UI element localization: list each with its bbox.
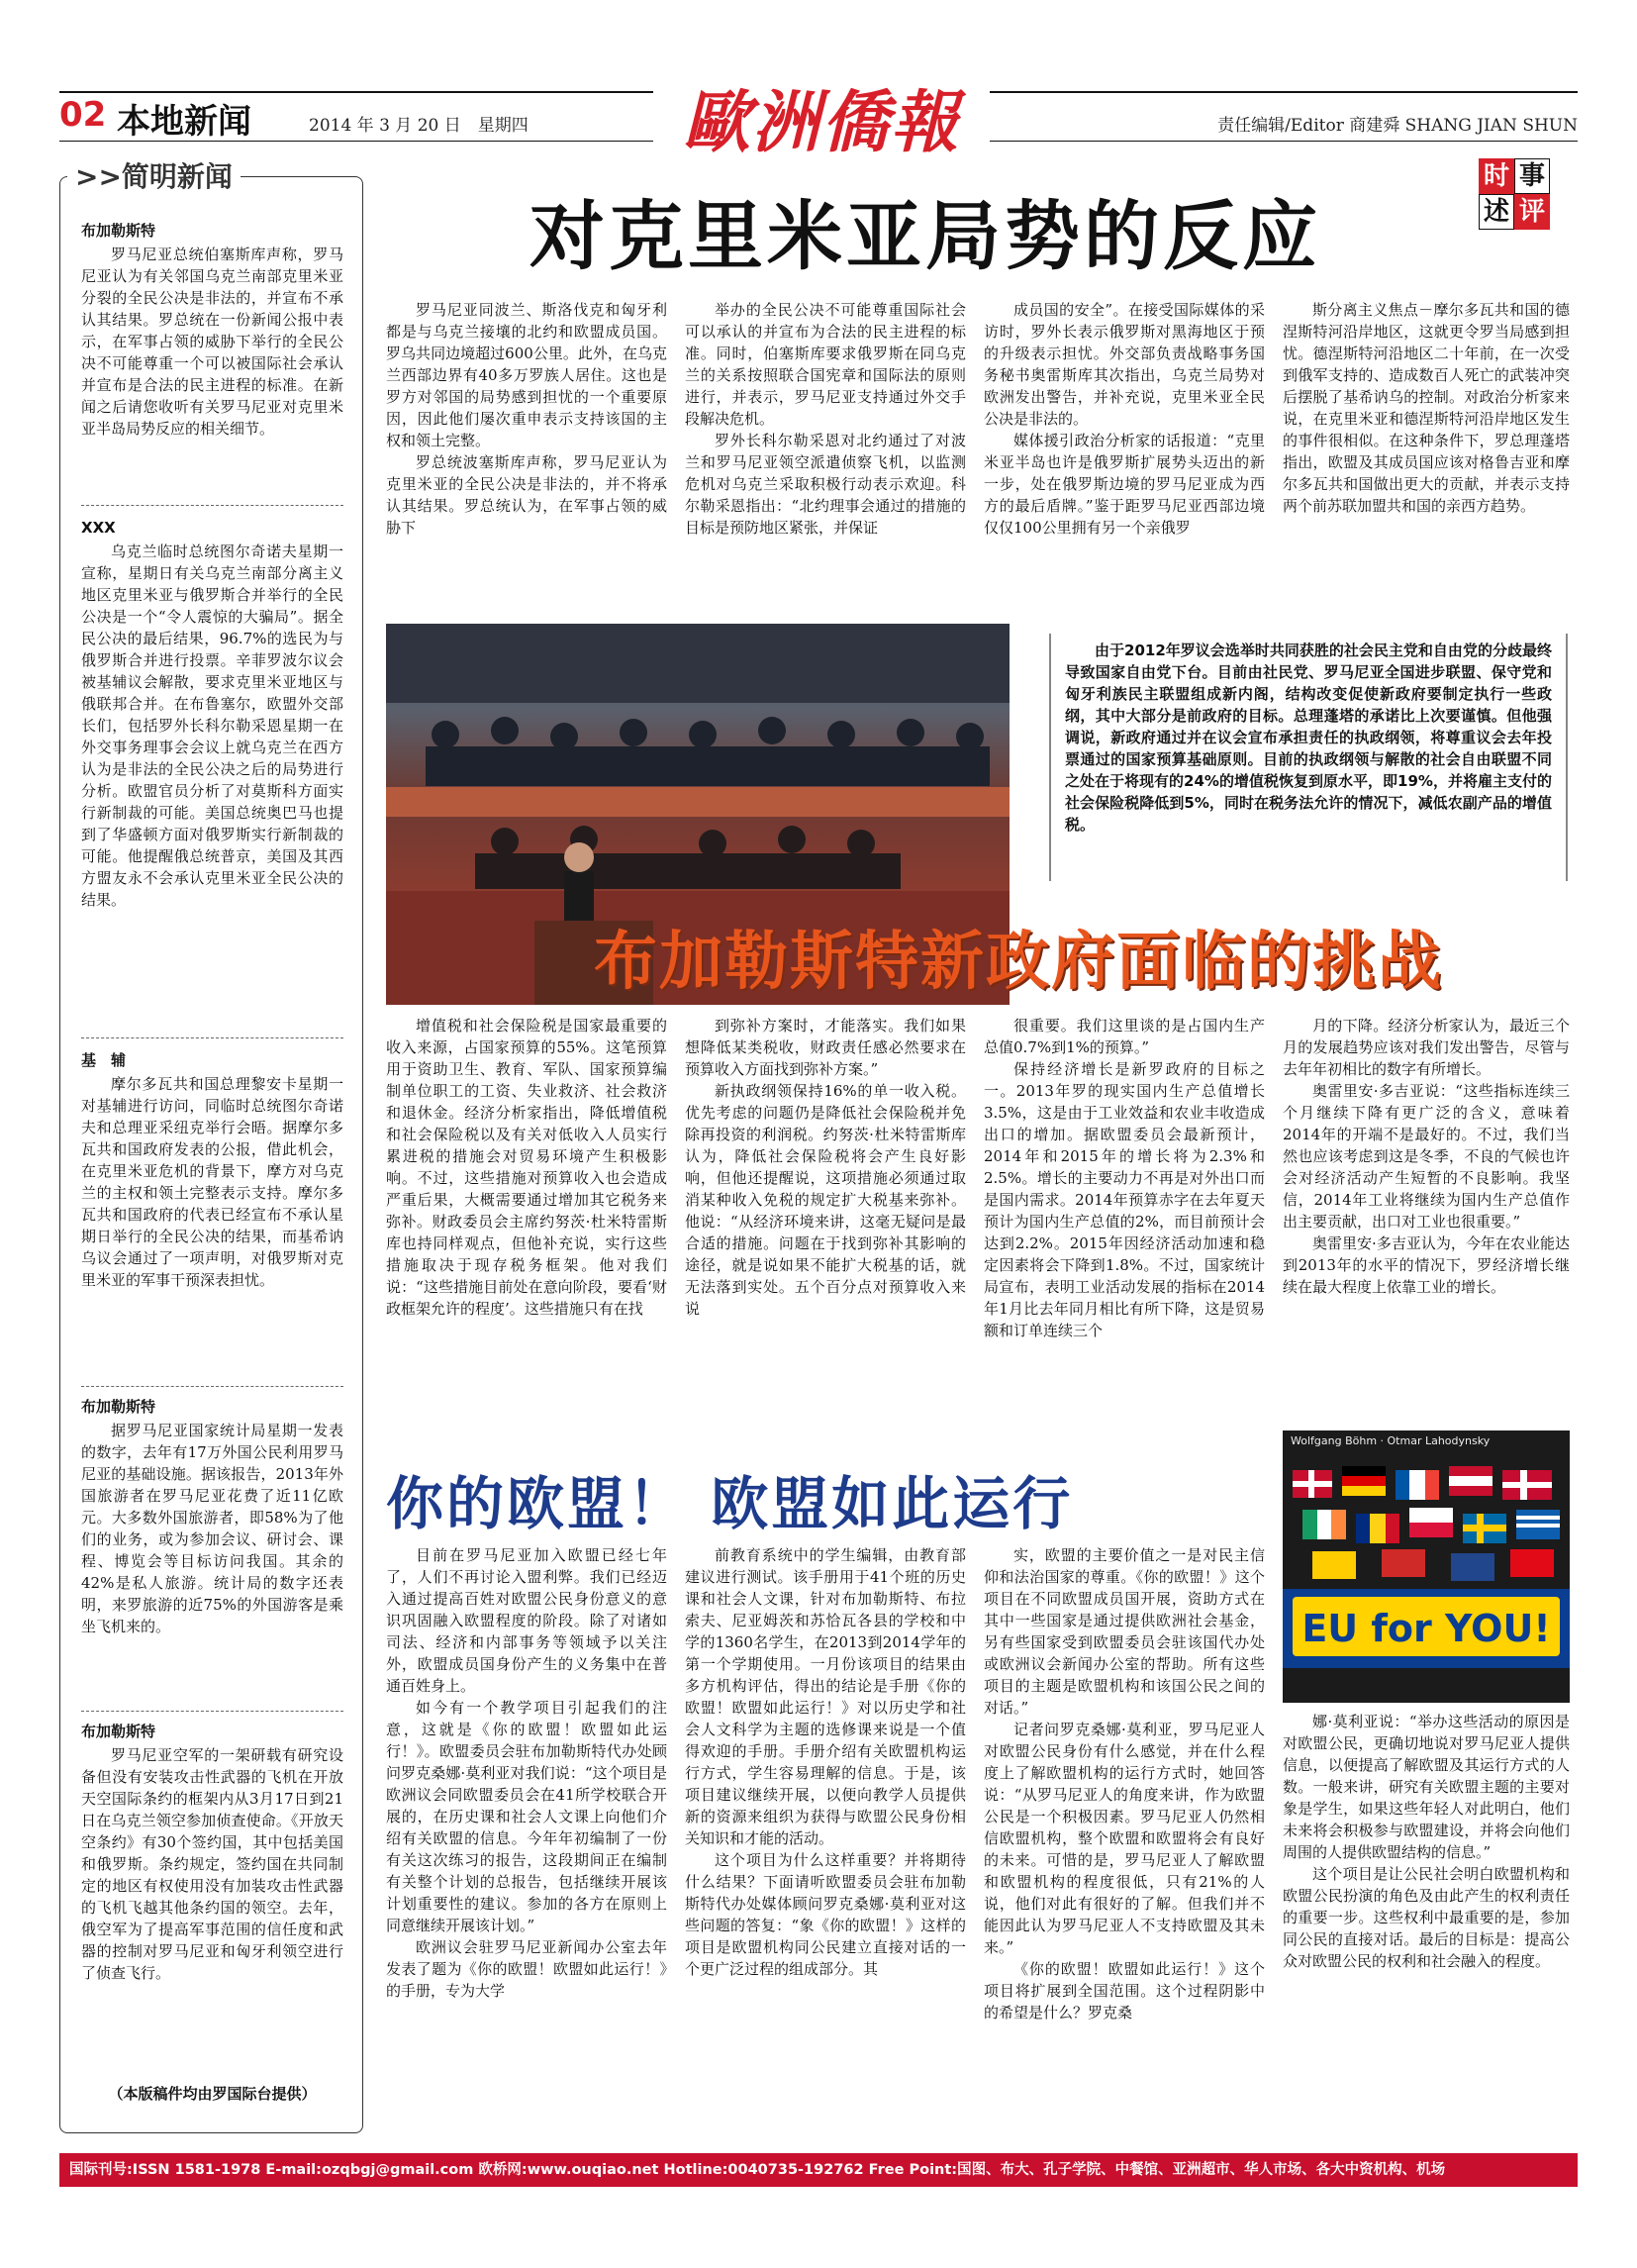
article-column: 罗马尼亚同波兰、斯洛伐克和匈牙利都是与乌克兰接壤的北约和欧盟成员国。罗乌共同边境超过600公里。此外，在乌克兰西部边界有40多万罗族人居住。这也是罗方对邻国的局势感到担忧的一个重要原因，因此他们屡次重申表示支持该国的主权和领土完整。 罗总统波塞斯库声称，罗马尼亚认为克里米亚的全民公决是非法的，并不将承认其结果。罗总统认为，在军事占领的威胁下 xyxy=(386,301,667,537)
section-title: 本地新闻 xyxy=(117,102,251,142)
issue-date: 2014 年 3 月 20 日 星期四 xyxy=(309,116,529,136)
editor-credit: 责任编辑/Editor 商建舜 SHANG JIAN SHUN xyxy=(1217,116,1578,136)
headline-bucharest-government: 布加勒斯特新政府面临的挑战 xyxy=(594,926,1443,999)
article-column: 前教育系统中的学生编辑，由教育部建议进行测试。该手册用于41个班的历史课和社会人文课，针对布加勒斯特、布拉索夫、尼亚姆茨和苏恰瓦各县的学校和中学的1360名学生，在2013到2014学年的第一个学期使用。一月份该项目的结果由多方机构评估，得出的结论是手册《你的欧盟！欧盟如此运行！》对以历史学和社会人文科学为主题的选修课来说是一个值得欢迎的手册。手册介绍有关欧盟机构运行方式，学生容易理解的信息。于是，该项目建议继续开展，以便向教学人员提供新的资源来组织为获得与欧盟公民身份相关知识和才能的活动。 这个项目为什么这样重要？并将期待什么结果？下面请听欧盟委员会驻布加勒斯特代办处媒体顾问罗克桑娜·莫利亚对这些问题的答复：“象《你的欧盟！》这样的项目是欧盟机构同公民建立直接对话的一个更广泛过程的组成部分。其 xyxy=(685,1546,966,1978)
brief-dateline: 布加勒斯特 xyxy=(81,1398,156,1416)
eu-for-you-slogan: EU for YOU! xyxy=(1301,1607,1551,1650)
article-column: 成员国的安全”。在接受国际媒体的采访时，罗外长表示俄罗斯对黑海地区于预的升级表示担忧。外交部负责战略事务国务秘书奥雷斯库其次指出，乌克兰局势对欧洲发出警告，并补充说，克里米亚全民公决是非法的。 媒体援引政治分析家的话报道：“克里米亚半岛也许是俄罗斯扩展势头迈出的新一步，处在俄罗斯边境的罗马尼亚成为西方的最后盾牌。”鉴于距罗马尼亚西部边境仅仅100公里拥有另一个亲俄罗 xyxy=(984,301,1265,537)
eu-for-you-book-cover xyxy=(1283,1430,1570,1703)
brief-body: 罗马尼亚总统伯塞斯库声称，罗马尼亚认为有关邻国乌克兰南部克里米亚分裂的全民公决是非法的，并宣布不承认其结果。罗总统在一份新闻公报中表示，在军事占领的威胁下举行的全民公决不可能尊重一个可以被国际社会承认并宣布是合法的民主进程的标准。在新闻之后请您收听有关罗马尼亚对克里米亚半岛局势反应的相关细节。 xyxy=(81,246,343,438)
article-column: 到弥补方案时，才能落实。我们如果想降低某类税收，财政责任感必然要求在预算收入方面找到弥补方案。” 新执政纲领保持16%的单一收入税。优先考虑的问题仍是降低社会保险税并免除再投资的利润税。约努茨·杜米特雷斯库认为，降低社会保险税将会产生良好影响，但他还提醒说，这项措施必须通过取消某种收入免税的规定扩大税基来弥补。他说：“从经济环境来讲，这毫无疑问是最合适的措施。问题在于找到弥补其影响的途径，就是说如果不能扩大税基的话，就无法落到实处。五个百分点对预算收入来说 xyxy=(685,1017,966,1318)
article-column: 目前在罗马尼亚加入欧盟已经七年了，人们不再讨论入盟利弊。我们已经迈入通过提高百姓对欧盟公民身份意义的意识巩固融入欧盟程度的阶段。除了对诸如司法、经济和内部事务等领域予以关注外，欧盟成员国身份产生的义务集中在普通百姓身上。 如今有一个教学项目引起我们的注意，这就是《你的欧盟！欧盟如此运行！》。欧盟委员会驻布加勒斯特代办处顾问罗克桑娜·莫利亚对我们说：“这个项目是欧洲议会同欧盟委员会在41所学校联合开展的，在历史课和社会人文课上向他们介绍有关欧盟的信息。今年年初编制了一份有关这次练习的报告，这段期间正在编制有关整个计划的总报告，包括继续开展该计划重要性的建议。参加的各方在原则上同意继续开展该计划。” 欧洲议会驻罗马尼亚新闻办公室去年发表了题为《你的欧盟！欧盟如此运行！》的手册，专为大学 xyxy=(386,1546,667,2000)
brief-dateline: 布加勒斯特 xyxy=(81,1723,156,1740)
brief-dateline: 布加勒斯特 xyxy=(81,222,156,240)
brief-dateline: 基 辅 xyxy=(81,1051,127,1069)
article-column: 很重要。我们这里谈的是占国内生产总值0.7%到1%的预算。” 保持经济增长是新罗政府的目标之一。2013年罗的现实国内生产总值增长3.5%，这是由于工业效益和农业丰收造成出口的增加。据欧盟委员会最新预计，2014年和2015年的增长将为2.3%和2.5%。增长的主要动力不再是对外出口而是国内需求。2014年预算赤字在去年夏天预计为国内生产总值的2%，而目前预计会达到2.2%。2015年因经济活动加速和稳定因素将会下降到1.8%。不过，国家统计局宣布，表明工业活动发展的指标在2014年1月比去年同月相比有所下降，这是贸易额和订单连续三个 xyxy=(984,1017,1265,1339)
footer-info: 国际刊号:ISSN 1581-1978 E-mail:ozqbgj@gmail.com 欧桥网:www.ouqiao.net Hotline:0040735-192762 Free Point:国图、布大、孔子学院、中餐馆、亚洲超市、华人市场、各大中资机构、机场 xyxy=(69,2162,1446,2178)
brief-dateline: XXX xyxy=(81,519,116,537)
article-column: 举办的全民公决不可能尊重国际社会可以承认的并宣布为合法的民主进程的标准。同时，伯塞斯库要求俄罗斯在同乌克兰的关系按照联合国宪章和国际法的原则进行，并表示，罗马尼亚支持通过外交手段解决危机。 罗外长科尔勒采恩对北约通过了对波兰和罗马尼亚领空派遣侦察飞机，以监测危机对乌克兰采取积极行动表示欢迎。科尔勒采恩指出：“北约理事会通过的措施的目标是预防地区紧张，并保证 xyxy=(685,301,966,537)
flags-illustration xyxy=(1283,1430,1570,1703)
brief-body: 据罗马尼亚国家统计局星期一发表的数字，去年有17万外国公民利用罗马尼亚的基础设施。据该报告，2013年外国旅游者在罗马尼亚花费了近11亿欧元。大多数外国旅游者，即58%为了他们的业务，或为参加会议、研讨会、课程、博览会等目标访问我国。其余的42%是私人旅游。统计局的数字还表明，来罗旅游的近75%的外国游客是乘坐飞机来的。 xyxy=(81,1422,343,1635)
article-column: 增值税和社会保险税是国家最重要的收入来源，占国家预算的55%。这笔预算用于资助卫生、教育、军队、国家预算编制单位职工的工资、失业救济、社会救济和退休金。经济分析家指出，降低增值税和社会保险税以及有关对低收入人员实行累进税的措施会对贸易环境产生积极影响。不过，这些措施对预算收入也会造成严重后果，大概需要通过增加其它税务来弥补。财政委员会主席约努茨·杜米特雷斯库也持同样观点，但他补充说，实行这些措施取决于现存税务框架。他对我们说：“这些措施目前处在意向阶段，要看‘财政框架允许的程度’。这些措施只有在找 xyxy=(386,1017,667,1318)
lead-box xyxy=(1049,634,1568,881)
masthead-logo: 歐洲僑報 xyxy=(682,83,960,162)
footer-bar xyxy=(59,2153,1578,2187)
page-number: 02 xyxy=(59,95,107,135)
brief-item xyxy=(81,220,343,440)
lead-paragraph: 由于2012年罗议会选举时共同获胜的社会民主党和自由党的分歧最终导致国家自由党下台。目前由社民党、罗马尼亚全国进步联盟、保守党和匈牙利族民主联盟组成新内阁，结构改变促使新政府要制定执行一些政纲，其中大部分是前政府的目标。总理蓬塔的承诺比上次要谨慎。但他强调说，新政府通过并在议会宣布承担责任的执政纲领，将尊重议会去年投票通过的国家预算基础原则。目前的执政纲领与解散的社会自由联盟不同之处在于将现有的24%的增值税恢复到原水平，即19%，并将雇主支付的社会保险税降低到5%，同时在税务法允许的情况下，减低农副产品的增值税。 xyxy=(1065,641,1552,834)
book-authors: Wolfgang Böhm · Otmar Lahodynsky xyxy=(1291,1434,1491,1447)
headline-crimea: 对克里米亚局势的反应 xyxy=(530,192,1321,280)
brief-item xyxy=(81,1049,343,1291)
brief-item xyxy=(81,1396,343,1637)
brief-news-heading: >>简明新闻 xyxy=(67,155,241,195)
article-column: 斯分离主义焦点－摩尔多瓦共和国的德涅斯特河沿岸地区，这就更令罗当局感到担忧。德涅斯特河沿地区二十年前，在一次受到俄军支持的、造成数百人死亡的武装冲突后摆脱了基希讷乌的控制。对政治分析家来说，在克里米亚和德涅斯特河沿岸地区发生的事件很相似。在这种条件下，罗总理蓬塔指出，欧盟及其成员国应该对格鲁吉亚和摩尔多瓦共和国做出更大的贡献，并表示支持两个前苏联加盟共和国的亲西方趋势。 xyxy=(1283,301,1570,515)
brief-body: 乌克兰临时总统图尔奇诺夫星期一宣称，星期日有关乌克兰南部分离主义地区克里米亚与俄罗斯合并举行的全民公决是一个“令人震惊的大骗局”。据全民公决的最后结果，96.7%的选民为与俄罗斯合并进行投票。辛菲罗波尔议会被基辅议会解散，要求克里米亚地区与俄联邦合并。在布鲁塞尔，欧盟外交部长们，包括罗外长科尔勒采恩星期一在外交事务理事会会议上就乌克兰在西方认为是非法的全民公决之后的局势进行分析。欧盟官员分析了对莫斯科方面实行新制裁的可能。美国总统奥巴马也提到了华盛顿方面对俄罗斯实行新制裁的可能。他提醒俄总统普京，美国及其西方盟友永不会承认克里米亚全民公决的结果。 xyxy=(81,542,343,909)
article-column: 娜·莫利亚说：“举办这些活动的原因是对欧盟公民，更确切地说对罗马尼亚人提供信息，以便提高了解欧盟及其运行方式的人数。一般来讲，研究有关欧盟主题的主要对象是学生，如果这些年轻人对此明白，他们未来将会积极参与欧盟建设，并将会向他们周围的人提供欧盟结构的信息。” 这个项目是让公民社会明白欧盟机构和欧盟公民扮演的角色及由此产生的权利责任的重要一步。这些权利中最重要的是，参加同公民的直接对话。最后的目标是：提高公众对欧盟公民的权利和社会融入的程度。 xyxy=(1283,1713,1570,1970)
commentary-badge: 时 事 述 评 xyxy=(1479,158,1550,230)
headline-your-eu: 你的欧盟！ 欧盟如此运行 xyxy=(386,1470,1074,1537)
brief-body: 罗马尼亚空军的一架研载有研究设备但没有安装攻击性武器的飞机在开放天空国际条约的框架内从3月17日到21日在乌克兰领空参加侦查使命。《开放天空条约》有30个签约国，其中包括美国和俄罗斯。条约规定，签约国在共同制定的地区有权使用没有加装攻击性武器的飞机飞越其他条约国的领空。去年，俄空军为了提高军事范围的信任度和武器的控制对罗马尼亚和匈牙利领空进行了侦查飞行。 xyxy=(81,1746,343,1982)
brief-body: 摩尔多瓦共和国总理黎安卡星期一对基辅进行访问，同临时总统图尔奇诺夫和总理亚采纽克举行会晤。据摩尔多瓦共和国政府发表的公报，借此机会，在克里米亚危机的背景下，摩方对乌克兰的主权和领土完整表示支持。摩尔多瓦共和国政府的代表已经宣布不承认星期日举行的全民公决的结果，而基希讷乌议会通过了一项声明，对俄罗斯对克里米亚的军事干预深表担忧。 xyxy=(81,1075,343,1289)
article-column: 月的下降。经济分析家认为，最近三个月的发展趋势应该对我们发出警告，尽管与去年年初相比的数字有所增长。 奥雷里安·多吉亚说：“这些指标连续三个月继续下降有更广泛的含义，意味着2014年的开端不是最好的。不过，我们当然也应该考虑到这是冬季，不良的气候也许会对经济活动产生短暂的不良影响。我坚信，2014年工业将继续为国内生产总值作出主要贡献，出口对工业也很重要。” 奥雷里安·多吉亚认为，今年在农业能达到2013年的水平的情况下，罗经济增长继续在最大程度上依靠工业的增长。 xyxy=(1283,1017,1570,1296)
brief-item xyxy=(81,517,343,911)
brief-item xyxy=(81,1721,343,1984)
article-column: 实，欧盟的主要价值之一是对民主信仰和法治国家的尊重。《你的欧盟！》这个项目在不同欧盟成员国开展，资助方式在其中一些国家是通过提供欧洲社会基金，另有些国家受到欧盟委员会驻该国代办处或欧洲议会新闻办公室的帮助。所有这些项目的主题是欧盟机构和该国公民之间的对话。” 记者问罗克桑娜·莫利亚，罗马尼亚人对欧盟公民身份有什么感觉，并在什么程度上了解欧盟机构的运行方式时，她回答说：“从罗马尼亚人的角度来讲，作为欧盟公民是一个积极因素。罗马尼亚人仍然相信欧盟机构，整个欧盟和欧盟将会有良好的未来。可惜的是，罗马尼亚人了解欧盟和欧盟机构的程度很低，只有21%的人说，他们对此有很好的了解。但我们并不能因此认为罗马尼亚人不支持欧盟及其未来。” 《你的欧盟！欧盟如此运行！》这个项目将扩展到全国范围。这个过程阴影中的希望是什么？罗克桑 xyxy=(984,1546,1265,2021)
sidebar-credit: （本版稿件均由罗国际台提供） xyxy=(108,2085,317,2103)
